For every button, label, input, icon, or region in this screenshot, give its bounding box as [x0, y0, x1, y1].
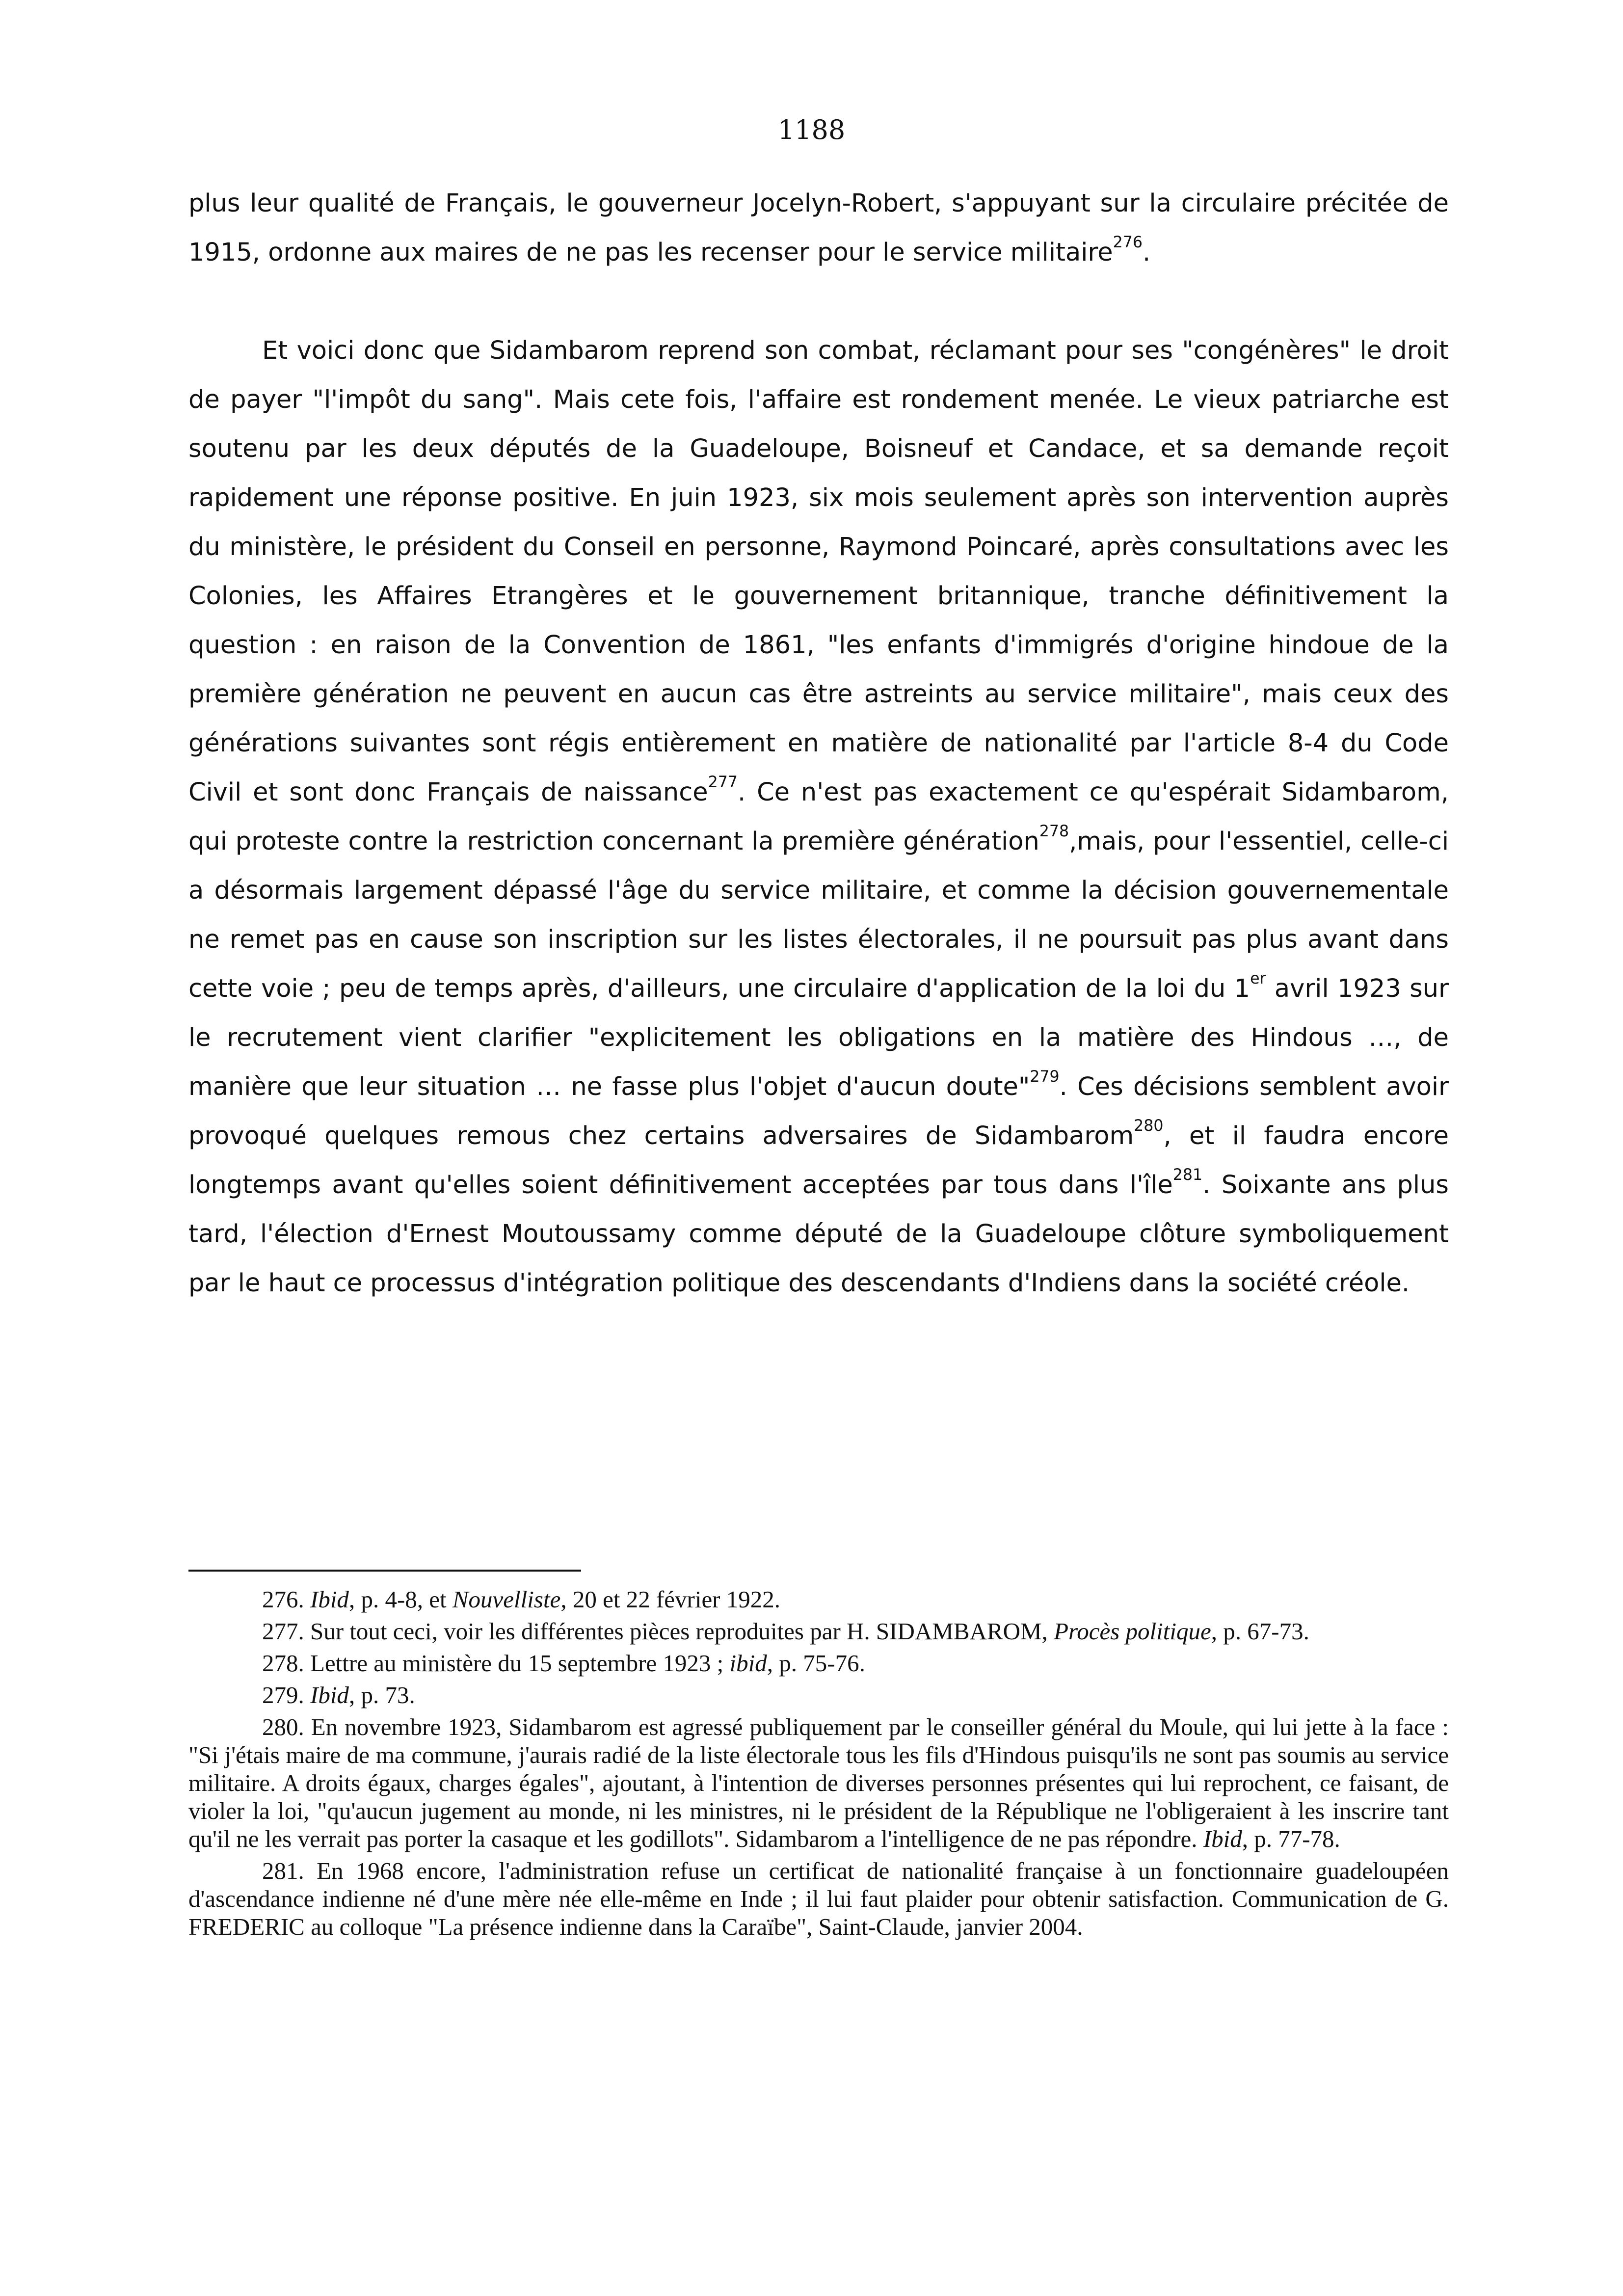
paragraph-2-text-e: . Ces décisions semblent avoir provoqué quelques remous chez certains adversaires de Sidambarom	[188, 1072, 1449, 1150]
footnote-ref-279[interactable]: 279	[1030, 1068, 1060, 1086]
footnote-separator	[188, 1570, 581, 1572]
footnote-276	[188, 1585, 1449, 1613]
paragraph-2-text-d: avril 1923 sur le recrutement vient clarifier "explicitement les obligations en la matière des Hindous …, de manière que leur situation … ne fasse plus l'objet d'aucun doute"	[188, 974, 1449, 1101]
footnote-text: Sur tout ceci, voir les différentes pièces reproduites par H. SIDAMBAROM,	[310, 1618, 1054, 1645]
footnote-italic: Procès politique	[1054, 1618, 1211, 1645]
footnote-280	[188, 1713, 1449, 1853]
footnote-text: , p. 67-73.	[1211, 1618, 1309, 1645]
footnote-ref-280[interactable]: 280	[1134, 1117, 1164, 1135]
footnote-number: 280.	[262, 1713, 311, 1740]
footnote-italic: Nouvelliste	[452, 1586, 561, 1613]
footnote-italic: ibid	[729, 1650, 767, 1677]
footnote-number: 276.	[262, 1586, 310, 1613]
footnote-text: , p. 77-78.	[1242, 1825, 1340, 1852]
footnote-italic: Ibid	[310, 1682, 349, 1709]
footnote-278	[188, 1649, 1449, 1677]
footnote-text: Lettre au ministère du 15 septembre 1923 ;	[310, 1650, 730, 1677]
paragraph-1-text: plus leur qualité de Français, le gouverneur Jocelyn-Robert, s'appuyant sur la circulaire précitée de 1915, ordonne aux maires de ne pas les recenser pour le service militaire	[188, 189, 1449, 267]
footnote-text: , 20 et 22 février 1922.	[560, 1586, 781, 1613]
footnote-text: , p. 73.	[348, 1682, 415, 1709]
footnote-277	[188, 1617, 1449, 1645]
paragraph-1-end: .	[1142, 238, 1151, 267]
footnote-281	[188, 1857, 1449, 1941]
footnotes	[188, 1585, 1449, 1945]
footnote-number: 278.	[262, 1650, 310, 1677]
footnote-ref-276[interactable]: 276	[1113, 234, 1143, 252]
ordinal-superscript: er	[1250, 970, 1266, 988]
footnote-ref-277[interactable]: 277	[708, 774, 738, 792]
footnote-text: , p. 75-76.	[767, 1650, 865, 1677]
main-text	[188, 179, 1449, 1308]
footnote-text: En novembre 1923, Sidambarom est agressé publiquement par le conseiller général du Moule, qui lui jette à la face : "Si j'étais maire de ma commune, j'aurais radié de la liste électorale tous les fils d'Hindous puisqu'ils ne sont pas soumis au service militaire. A droits égaux, charges égales", ajoutant, à l'intention de diverses personnes présentes qui lui reprochent, ce faisant, de violer la loi, "qu'aucun jugement au monde, ni les ministres, ni le président de la République ne l'obligeraient à les inscrire tant qu'il ne les verrait pas porter la casaque et les godillots". Sidambarom a l'intelligence de ne pas répondre.	[188, 1713, 1449, 1852]
paragraph-2-text-b: . Ce n'est pas exactement ce qu'espérait Sidambarom, qui proteste contre la restriction concernant la première génération	[188, 778, 1449, 856]
footnote-ref-281[interactable]: 281	[1172, 1166, 1203, 1184]
footnote-text: En 1968 encore, l'administration refuse un certificat de nationalité française à un fonctionnaire guadeloupéen d'ascendance indienne né d'une mère née elle-même en Inde ; il lui faut plaider pour obtenir satisfaction. Communication de G. FREDERIC au colloque "La présence indienne dans la Caraïbe", Saint-Claude, janvier 2004.	[188, 1857, 1449, 1940]
footnote-number: 277.	[262, 1618, 310, 1645]
paragraph-2-text-a: Et voici donc que Sidambarom reprend son combat, réclamant pour ses "congénères" le droit de payer "l'impôt du sang". Mais cete fois, l'affaire est rondement menée. Le vieux patriarche est soutenu par les deux députés de la Guadeloupe, Boisneuf et Candace, et sa demande reçoit rapidement une réponse positive. En juin 1923, six mois seulement après son intervention auprès du ministère, le président du Conseil en personne, Raymond Poincaré, après consultations avec les Colonies, les Affaires Etrangères et le gouvernement britannique, tranche définitivement la question : en raison de la Convention de 1861, "les enfants d'immigrés d'origine hindoue de la première génération ne peuvent en aucun cas être astreints au service militaire", mais ceux des générations suivantes sont régis entièrement en matière de nationalité par l'article 8-4 du Code Civil et sont donc Français de naissance	[188, 336, 1449, 807]
paragraph-2	[188, 326, 1449, 1308]
footnote-number: 279.	[262, 1682, 310, 1709]
footnote-italic: Ibid	[1203, 1825, 1242, 1852]
footnote-italic: Ibid	[310, 1586, 349, 1613]
paragraph-2-text-g: . Soixante ans plus tard, l'élection d'Ernest Moutoussamy comme député de la Guadeloupe clôture symboliquement par le haut ce processus d'intégration politique des descendants d'Indiens dans la société créole.	[188, 1171, 1449, 1298]
paragraph-1	[188, 179, 1449, 277]
page-number: 1188	[777, 114, 846, 145]
paragraph-2-text-c: ,mais, pour l'essentiel, celle-ci a désormais largement dépassé l'âge du service militaire, et comme la décision gouvernementale ne remet pas en cause son inscription sur les listes électorales, il ne poursuit pas plus avant dans cette voie ; peu de temps après, d'ailleurs, une circulaire d'application de la loi du 1	[188, 827, 1449, 1003]
footnote-number: 281.	[262, 1857, 317, 1884]
paragraph-2-text-f: , et il faudra encore longtemps avant qu'elles soient définitivement acceptées par tous dans l'île	[188, 1121, 1449, 1200]
footnote-279	[188, 1681, 1449, 1709]
footnote-ref-278[interactable]: 278	[1039, 823, 1069, 841]
footnote-text: , p. 4-8, et	[348, 1586, 452, 1613]
